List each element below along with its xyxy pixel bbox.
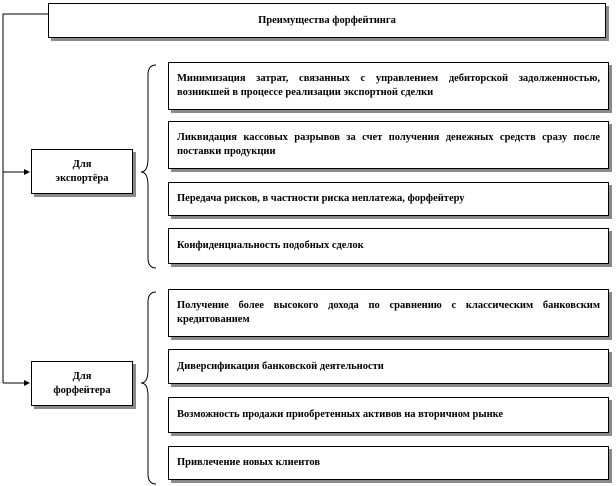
- exporter-item-4: [168, 228, 609, 264]
- arrowhead-forfaiter: [24, 380, 30, 386]
- exporter-item-1: [168, 62, 609, 110]
- group-exporter-box: [31, 149, 133, 194]
- exporter-item-1-text: Минимизация затрат, связанных с управлением дебиторской задолженностью, возникшей в процессе реализации экспортной сделки: [177, 73, 600, 98]
- group-forfaiter-label: Для форфейтера: [53, 370, 111, 396]
- exporter-item-2-text: Ликвидация кассовых разрывов за счет получения денежных средств сразу после поставки продукции: [177, 132, 600, 157]
- title-text: Преимущества форфейтинга: [258, 14, 396, 26]
- forfaiter-item-4-text: Привлечение новых клиентов: [177, 457, 321, 468]
- brace-forfaiter: [141, 292, 156, 484]
- exporter-item-4-text: Конфиденциальность подобных сделок: [177, 240, 364, 251]
- brace-exporter: [141, 65, 156, 268]
- forfaiter-item-3: [168, 397, 609, 433]
- forfaiter-item-2-text: Диверсификация банковской деятельности: [177, 360, 384, 372]
- spine-line: [3, 14, 48, 383]
- exporter-item-2: [168, 121, 609, 169]
- arrowhead-exporter: [24, 169, 30, 175]
- forfaiter-item-3-text: Возможность продажи приобретенных активов на вторичном рынке: [177, 409, 504, 420]
- exporter-item-3: [168, 182, 609, 216]
- group-exporter-label: Для экспортёра: [55, 158, 109, 184]
- forfaiter-item-1: [168, 289, 609, 337]
- title-box: [48, 3, 606, 38]
- group-forfaiter-box: [31, 361, 133, 406]
- forfaiter-item-4: [168, 446, 609, 480]
- forfaiter-item-1-text: Получение более высокого дохода по сравнению с классическим банковским кредитованием: [177, 300, 600, 325]
- forfaiter-item-2: [168, 349, 609, 384]
- exporter-item-3-text: Передача рисков, в частности риска неплатежа, форфейтеру: [177, 193, 465, 204]
